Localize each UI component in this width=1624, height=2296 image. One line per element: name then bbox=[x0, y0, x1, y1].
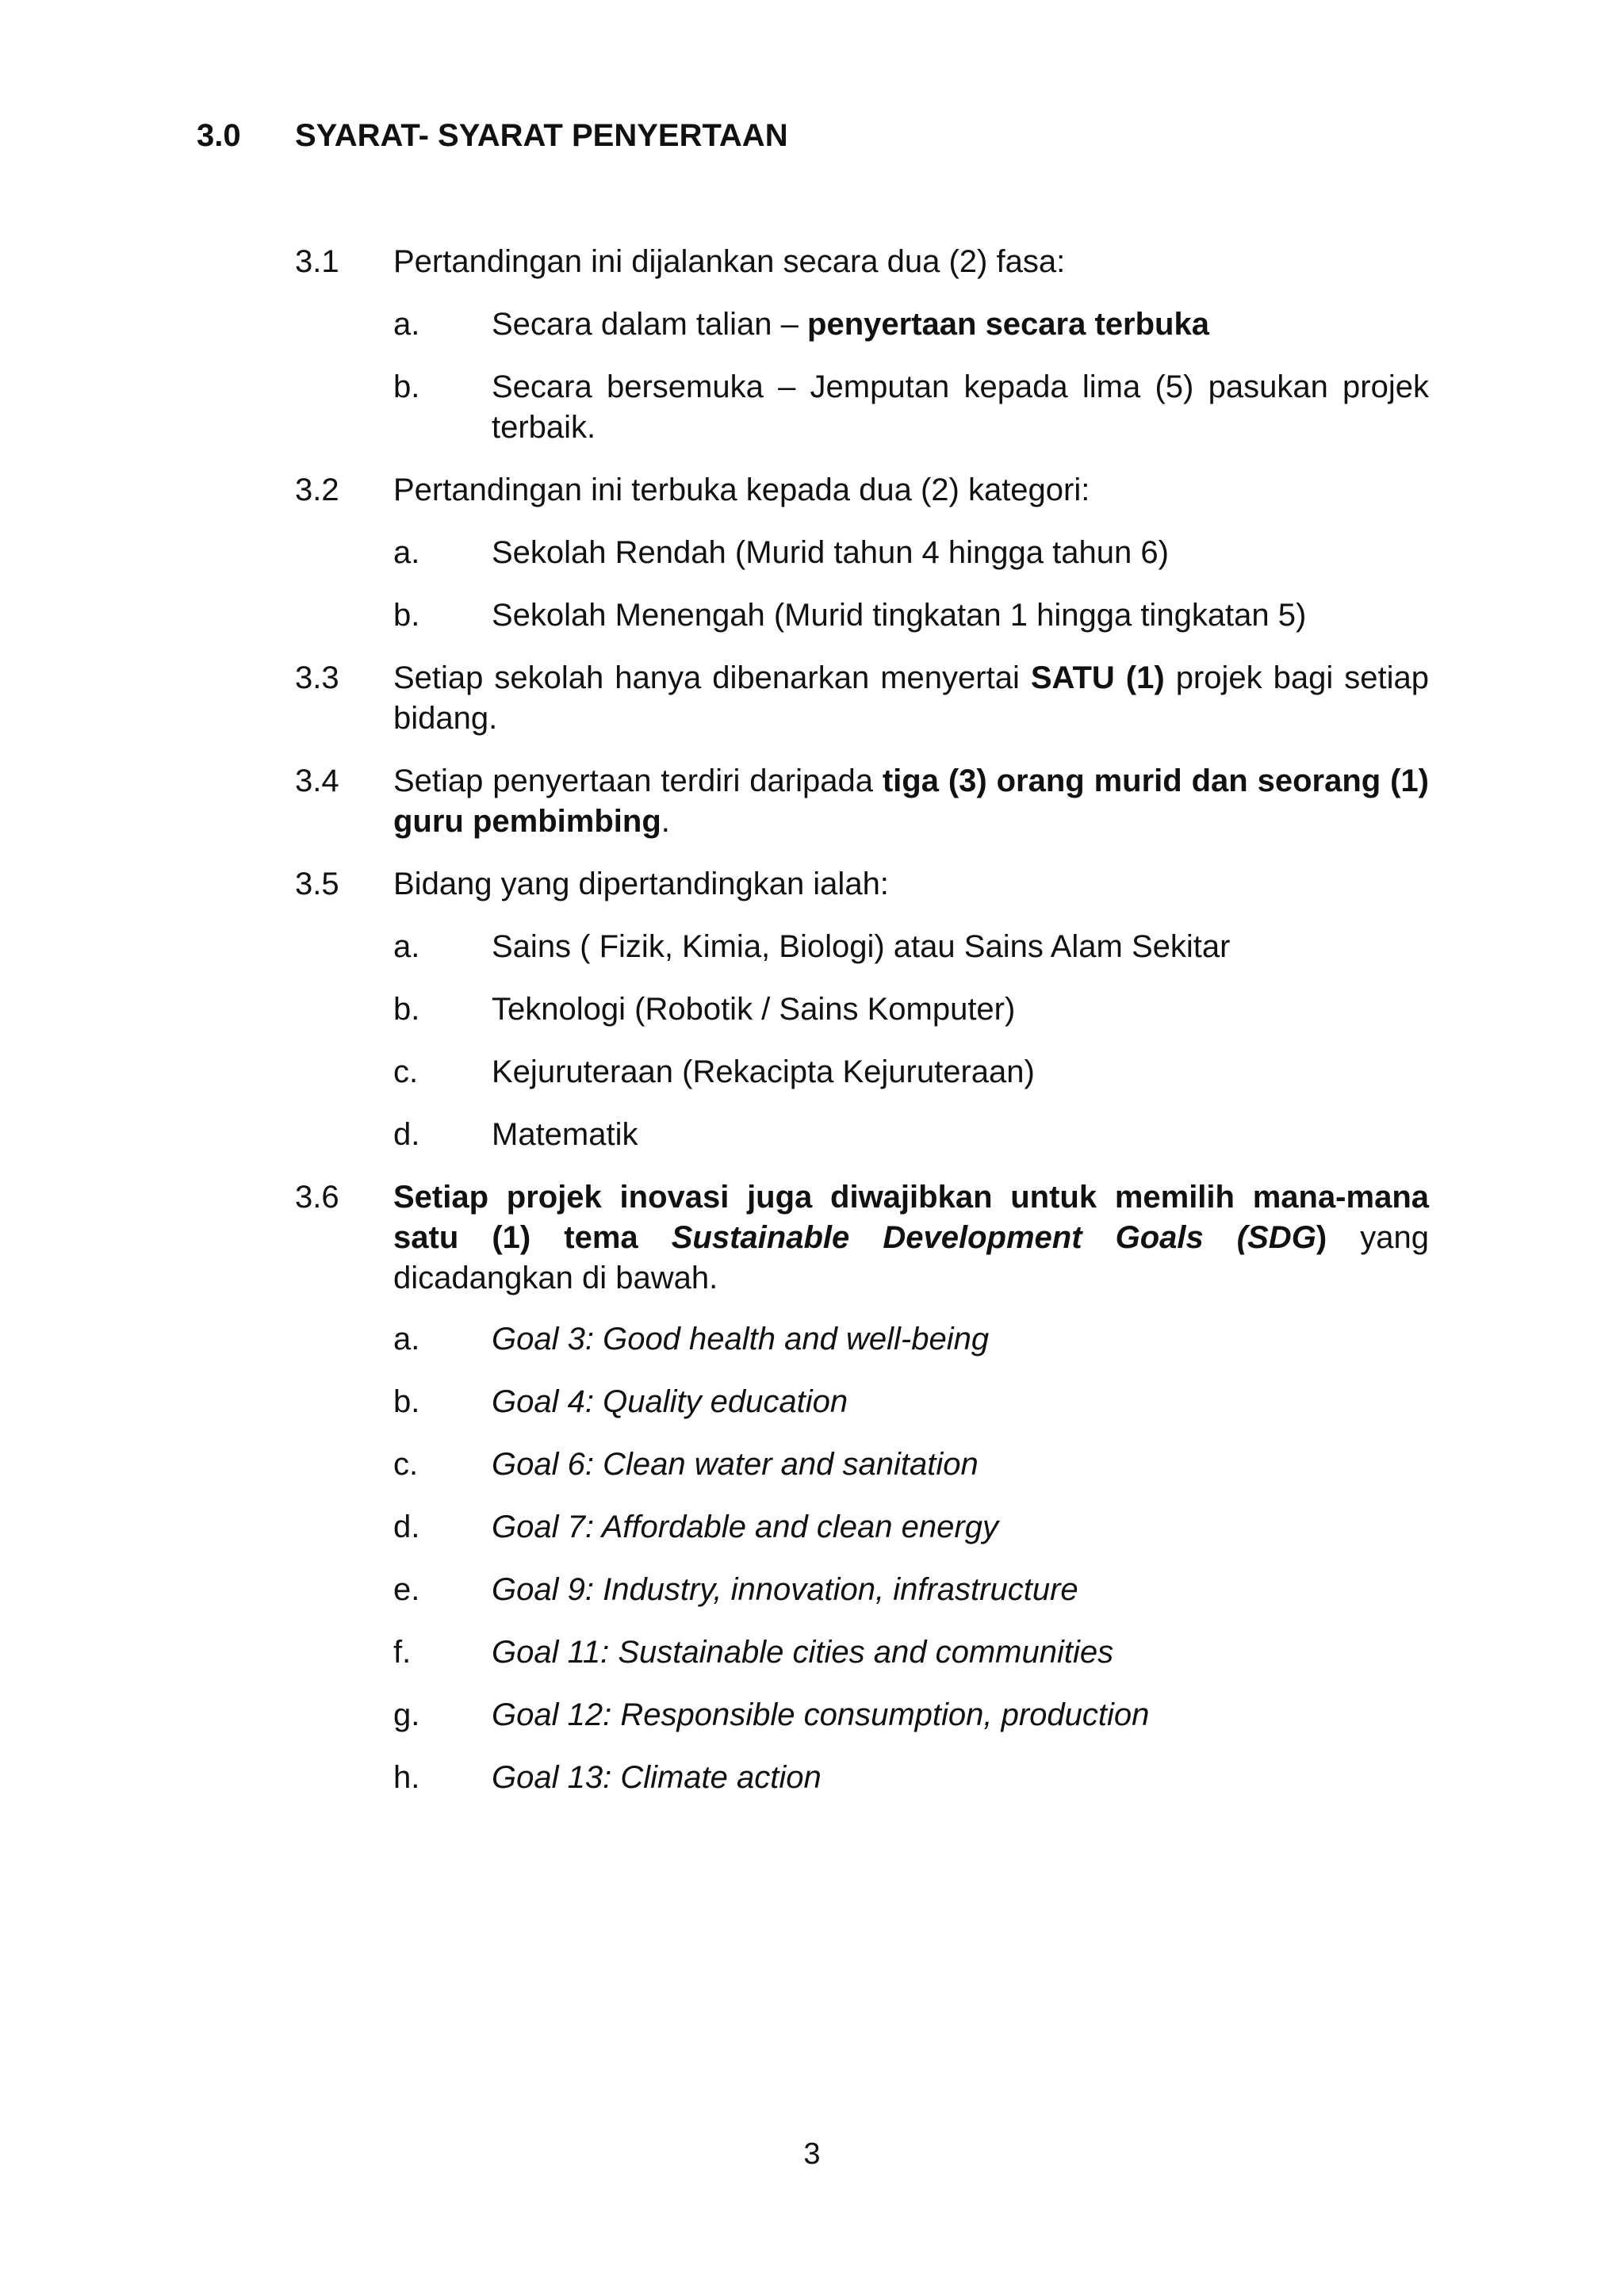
sub-text-bold: penyertaan secara terbuka bbox=[807, 307, 1209, 342]
sub-label: a. bbox=[393, 929, 420, 964]
sub-text: Secara dalam talian – penyertaan secara terbuka bbox=[492, 307, 1209, 342]
clause-number: 3.2 bbox=[295, 473, 339, 507]
sub-text: Teknologi (Robotik / Sains Komputer) bbox=[492, 992, 1016, 1027]
sdg-term: Sustainable Development Goals (SDG bbox=[671, 1220, 1316, 1255]
sub-label: c. bbox=[393, 1054, 419, 1089]
sub-text: Sekolah Rendah (Murid tahun 4 hingga tahun 6) bbox=[492, 535, 1169, 570]
sub-text: Secara bersemuka – Jemputan kepada lima (5) pasukan projek terbaik. bbox=[492, 369, 1429, 445]
sub-label: b. bbox=[393, 369, 420, 404]
clause-number: 3.4 bbox=[295, 763, 339, 798]
clause-text: Setiap sekolah hanya dibenarkan menyertai SATU (1) projek bagi setiap bidang. bbox=[393, 660, 1430, 736]
sub-label: a. bbox=[393, 307, 420, 342]
sdg-goal: Goal 13: Climate action bbox=[492, 1760, 822, 1795]
sub-text: Matematik bbox=[492, 1117, 638, 1152]
clause-number: 3.5 bbox=[295, 867, 339, 901]
sdg-goal: Goal 4: Quality education bbox=[492, 1384, 848, 1419]
sub-label: b. bbox=[393, 598, 420, 633]
sdg-goal: Goal 11: Sustainable cities and communities bbox=[492, 1635, 1114, 1670]
section-title: SYARAT- SYARAT PENYERTAAN bbox=[295, 118, 788, 153]
sdg-goal: Goal 6: Clean water and sanitation bbox=[492, 1447, 979, 1482]
sub-label: h. bbox=[393, 1760, 420, 1795]
clause-text: Pertandingan ini terbuka kepada dua (2) kategori: bbox=[393, 473, 1090, 507]
clause-number: 3.3 bbox=[295, 660, 339, 695]
section-number: 3.0 bbox=[197, 118, 241, 153]
clause-text: Bidang yang dipertandingkan ialah: bbox=[393, 867, 889, 901]
clause-text-bold: tiga (3) orang murid dan seorang (1) guru pembimbing bbox=[393, 763, 1429, 839]
sub-text: Sekolah Menengah (Murid tingkatan 1 hingga tingkatan 5) bbox=[492, 598, 1307, 633]
sub-text: Kejuruteraan (Rekacipta Kejuruteraan) bbox=[492, 1054, 1035, 1089]
sub-label: b. bbox=[393, 1384, 420, 1419]
clause-number: 3.6 bbox=[295, 1180, 339, 1215]
sdg-goal: Goal 7: Affordable and clean energy bbox=[492, 1510, 998, 1544]
sdg-goal: Goal 12: Responsible consumption, production bbox=[492, 1697, 1150, 1732]
sdg-goal: Goal 3: Good health and well-being bbox=[492, 1322, 990, 1357]
sub-label: f. bbox=[393, 1635, 412, 1670]
sdg-goal: Goal 9: Industry, innovation, infrastructure bbox=[492, 1572, 1078, 1607]
page-number: 3 bbox=[803, 2137, 821, 2171]
sub-label: b. bbox=[393, 992, 420, 1027]
clause-number: 3.1 bbox=[295, 244, 339, 279]
sub-label: d. bbox=[393, 1510, 420, 1544]
clause-text: Setiap projek inovasi juga diwajibkan untuk memilih mana-mana satu (1) tema Sustainable Development Goals (SDG) yang dicadangkan di bawah. bbox=[393, 1180, 1429, 1295]
clause-text: Setiap penyertaan terdiri daripada tiga (3) orang murid dan seorang (1) guru pembimbing. bbox=[393, 763, 1429, 839]
sub-label: g. bbox=[393, 1697, 420, 1732]
clause-text-bold: SATU (1) bbox=[1030, 660, 1165, 695]
sub-label: c. bbox=[393, 1447, 419, 1482]
sub-label: e. bbox=[393, 1572, 420, 1607]
sub-label: a. bbox=[393, 1322, 420, 1357]
sub-text: Sains ( Fizik, Kimia, Biologi) atau Sains Alam Sekitar bbox=[492, 929, 1231, 964]
sub-label: a. bbox=[393, 535, 420, 570]
sub-label: d. bbox=[393, 1117, 420, 1152]
clause-text: Pertandingan ini dijalankan secara dua (2) fasa: bbox=[393, 244, 1066, 279]
